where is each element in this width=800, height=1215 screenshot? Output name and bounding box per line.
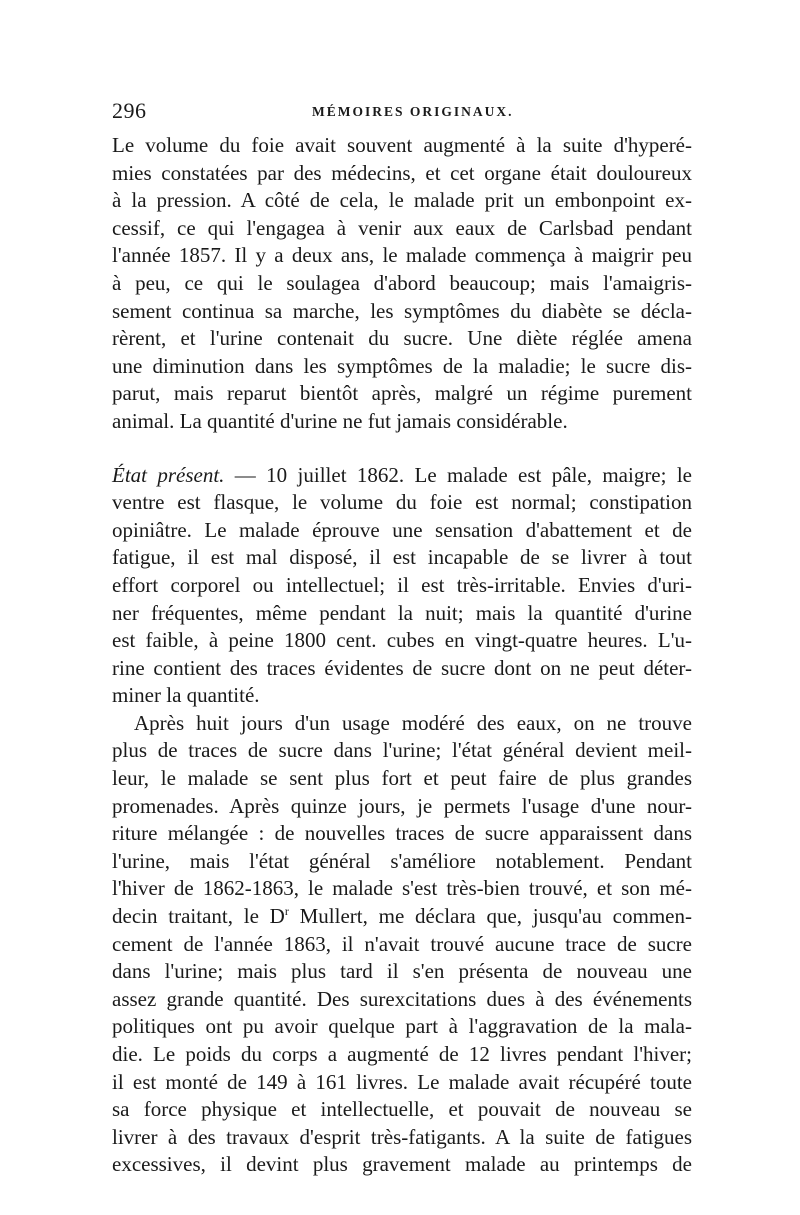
page-number: 296	[112, 98, 147, 123]
text-line	[112, 462, 692, 490]
page-header	[112, 98, 692, 128]
text-line: l'urine, mais l'état général s'améliore notablement. Pendant	[112, 848, 692, 873]
text-line: animal. La quantité d'urine ne fut jamais considérable.	[112, 408, 568, 433]
text-line: il est monté de 149 à 161 livres. Le malade avait récupéré toute	[112, 1069, 692, 1094]
running-title: MÉMOIRES ORIGINAUX.	[312, 104, 514, 119]
paragraph-gap	[112, 436, 692, 462]
section-lead: État présent.	[112, 462, 225, 487]
text-line: l'hiver de 1862-1863, le malade s'est très-bien trouvé, et son mé-	[112, 876, 692, 901]
text-line: miner la quantité.	[112, 683, 260, 708]
text-line: promenades. Après quinze jours, je permets l'usage d'une nour-	[112, 793, 692, 818]
text-line: mies constatées par des médecins, et cet organe était douloureux	[112, 160, 692, 185]
text-line: plus de traces de sucre dans l'urine; l'état général devient meil-	[112, 738, 692, 763]
text-line	[112, 903, 692, 931]
paragraph-3	[112, 710, 692, 1179]
text-line: effort corporel ou intellectuel; il est très-irritable. Envies d'uri-	[112, 572, 692, 597]
text-line: ventre est flasque, le volume du foie est normal; constipation	[112, 490, 692, 515]
text-line: parut, mais reparut bientôt après, malgré un régime purement	[112, 381, 692, 406]
text-line: ner fréquentes, même pendant la nuit; mais la quantité d'urine	[112, 600, 692, 625]
text-line: excessives, il devint plus gravement malade au printemps de	[112, 1152, 692, 1177]
text-line: leur, le malade se sent plus fort et peut faire de plus grandes	[112, 766, 692, 791]
text-line: est faible, à peine 1800 cent. cubes en vingt-quatre heures. L'u-	[112, 628, 692, 653]
text-line: à la pression. A côté de cela, le malade prit un embonpoint ex-	[112, 188, 692, 213]
text-line: une diminution dans les symptômes de la maladie; le sucre dis-	[112, 353, 692, 378]
paragraph-2	[112, 462, 692, 710]
text-line: assez grande quantité. Des surexcitations dues à des événements	[112, 986, 692, 1011]
text-line: rine contient des traces évidentes de sucre dont on ne peut déter-	[112, 655, 692, 680]
text-line: politiques ont pu avoir quelque part à l'aggravation de la mala-	[112, 1014, 692, 1039]
text-line: die. Le poids du corps a augmenté de 12 livres pendant l'hiver;	[112, 1042, 692, 1066]
body-text	[112, 132, 692, 1179]
text-line: dans l'urine; mais plus tard il s'en présenta de nouveau une	[112, 959, 692, 984]
paragraph-1	[112, 132, 692, 436]
text-line: livrer à des travaux d'esprit très-fatigants. A la suite de fatigues	[112, 1124, 692, 1149]
text-line: opiniâtre. Le malade éprouve une sensation d'abattement et de	[112, 517, 692, 542]
text-line: Le volume du foie avait souvent augmenté à la suite d'hyperé-	[112, 133, 692, 157]
text-line: rèrent, et l'urine contenait du sucre. Une diète réglée amena	[112, 326, 692, 351]
text-line: l'année 1857. Il y a deux ans, le malade commença à maigrir peu	[112, 243, 692, 268]
text-line: sa force physique et intellectuelle, et pouvait de nouveau se	[112, 1097, 692, 1122]
text-line: cessif, ce qui l'engagea à venir aux eaux de Carlsbad pendant	[112, 215, 692, 240]
text-line: cement de l'année 1863, il n'avait trouvé aucune trace de sucre	[112, 931, 692, 956]
text-span: — 10 juillet 1862. Le malade est pâle, maigre; le	[224, 462, 692, 487]
text-line: fatigue, il est mal disposé, il est incapable de se livrer à tout	[112, 545, 692, 570]
text-span: decin traitant, le D	[112, 904, 285, 929]
text-line: Après huit jours d'un usage modéré des eaux, on ne trouve	[134, 710, 692, 735]
text-line: riture mélangée : de nouvelles traces de sucre apparaissent dans	[112, 821, 692, 846]
superscript: r	[284, 904, 289, 919]
text-span: Mullert, me déclara que, jusqu'au commen-	[288, 904, 692, 929]
text-line: à peu, ce qui le soulagea d'abord beaucoup; mais l'amaigris-	[112, 270, 692, 295]
text-line: sement continua sa marche, les symptômes du diabète se décla-	[112, 298, 692, 323]
